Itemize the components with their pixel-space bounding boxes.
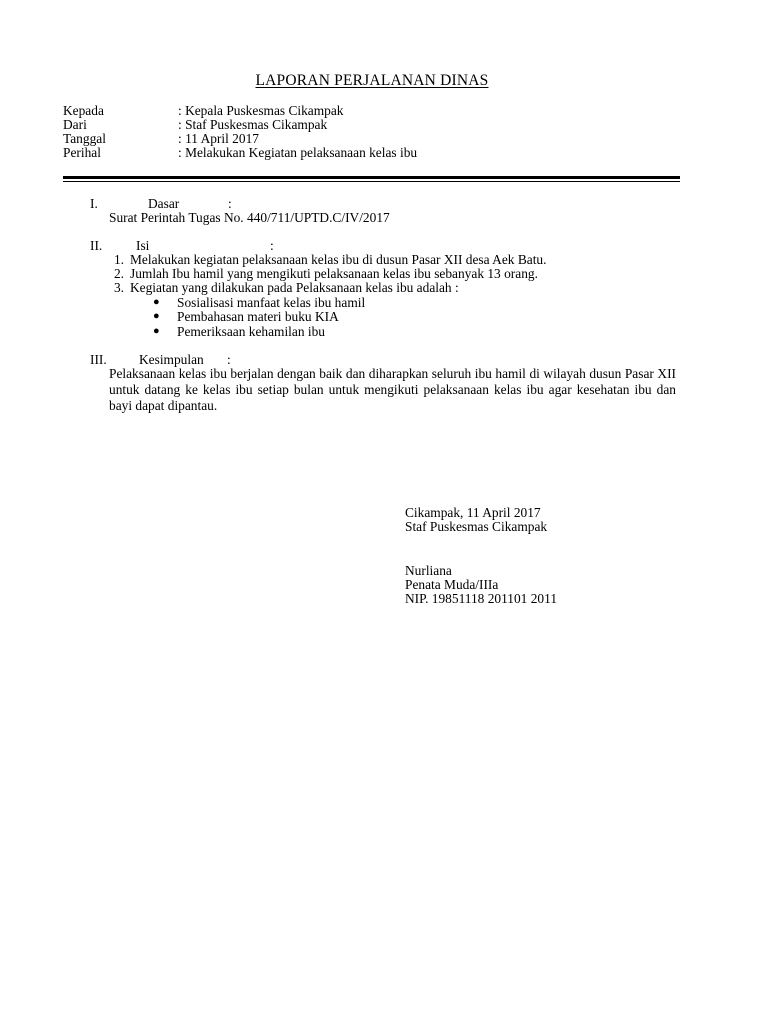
section-title: Kesimpulan [139, 352, 204, 367]
header-value-dari: : Staf Puskesmas Cikampak [178, 117, 328, 132]
list-item: Jumlah Ibu hamil yang mengikuti pelaksanaan kelas ibu sebanyak 13 orang. [130, 266, 538, 281]
section-numeral: III. [90, 352, 107, 367]
bullet-item: Sosialisasi manfaat kelas ibu hamil [177, 295, 366, 310]
signature-rank: Penata Muda/IIIa [405, 577, 499, 592]
section-numeral: I. [90, 196, 98, 211]
signature-nip: NIP. 19851118 201101 2011 [405, 591, 558, 606]
section-colon: : [228, 196, 232, 211]
list-item-number: 1. [113, 252, 124, 267]
section-dasar-text: Surat Perintah Tugas No. 440/711/UPTD.C/IV/2017 [109, 210, 390, 225]
header-value-kepada: : Kepala Puskesmas Cikampak [178, 103, 344, 118]
header-value-perihal: : Melakukan Kegiatan pelaksanaan kelas ibu [178, 145, 418, 160]
bullet-icon: ● [153, 325, 160, 337]
section-title: Dasar [148, 196, 180, 211]
bullet-icon: ● [153, 296, 160, 308]
list-item: Melakukan kegiatan pelaksanaan kelas ibu di dusun Pasar XII desa Aek Batu. [130, 252, 547, 267]
signature-name: Nurliana [405, 563, 452, 578]
document-title: LAPORAN PERJALANAN DINAS [255, 72, 489, 89]
header-divider-thin [63, 181, 680, 182]
header-label-perihal: Perihal [63, 145, 101, 160]
section-kesimpulan-text: Pelaksanaan kelas ibu berjalan dengan baik dan diharapkan seluruh ibu hamil di wilayah dusun Pasar XII untuk datang ke kelas ibu setiap bulan untuk mengikuti pelaksanaan kelas ibu agar kesehatan ibu dan bayi dapat dipantau. [109, 366, 676, 413]
header-label-dari: Dari [63, 117, 87, 132]
header-label-kepada: Kepada [63, 103, 104, 118]
list-item: Kegiatan yang dilakukan pada Pelaksanaan kelas ibu adalah : [130, 280, 459, 295]
section-numeral: II. [90, 238, 103, 253]
header-divider-thick [63, 176, 680, 179]
signature-position: Staf Puskesmas Cikampak [405, 519, 548, 534]
bullet-icon: ● [153, 310, 160, 322]
list-item-number: 2. [113, 266, 124, 281]
bullet-item: Pembahasan materi buku KIA [177, 309, 339, 324]
signature-place-date: Cikampak, 11 April 2017 [405, 505, 541, 520]
header-label-tanggal: Tanggal [63, 131, 106, 146]
bullet-item: Pemeriksaan kehamilan ibu [177, 324, 325, 339]
section-colon: : [270, 238, 274, 253]
section-title: Isi [136, 238, 150, 253]
list-item-number: 3. [113, 280, 124, 295]
section-colon: : [227, 352, 231, 367]
header-value-tanggal: : 11 April 2017 [178, 131, 259, 146]
